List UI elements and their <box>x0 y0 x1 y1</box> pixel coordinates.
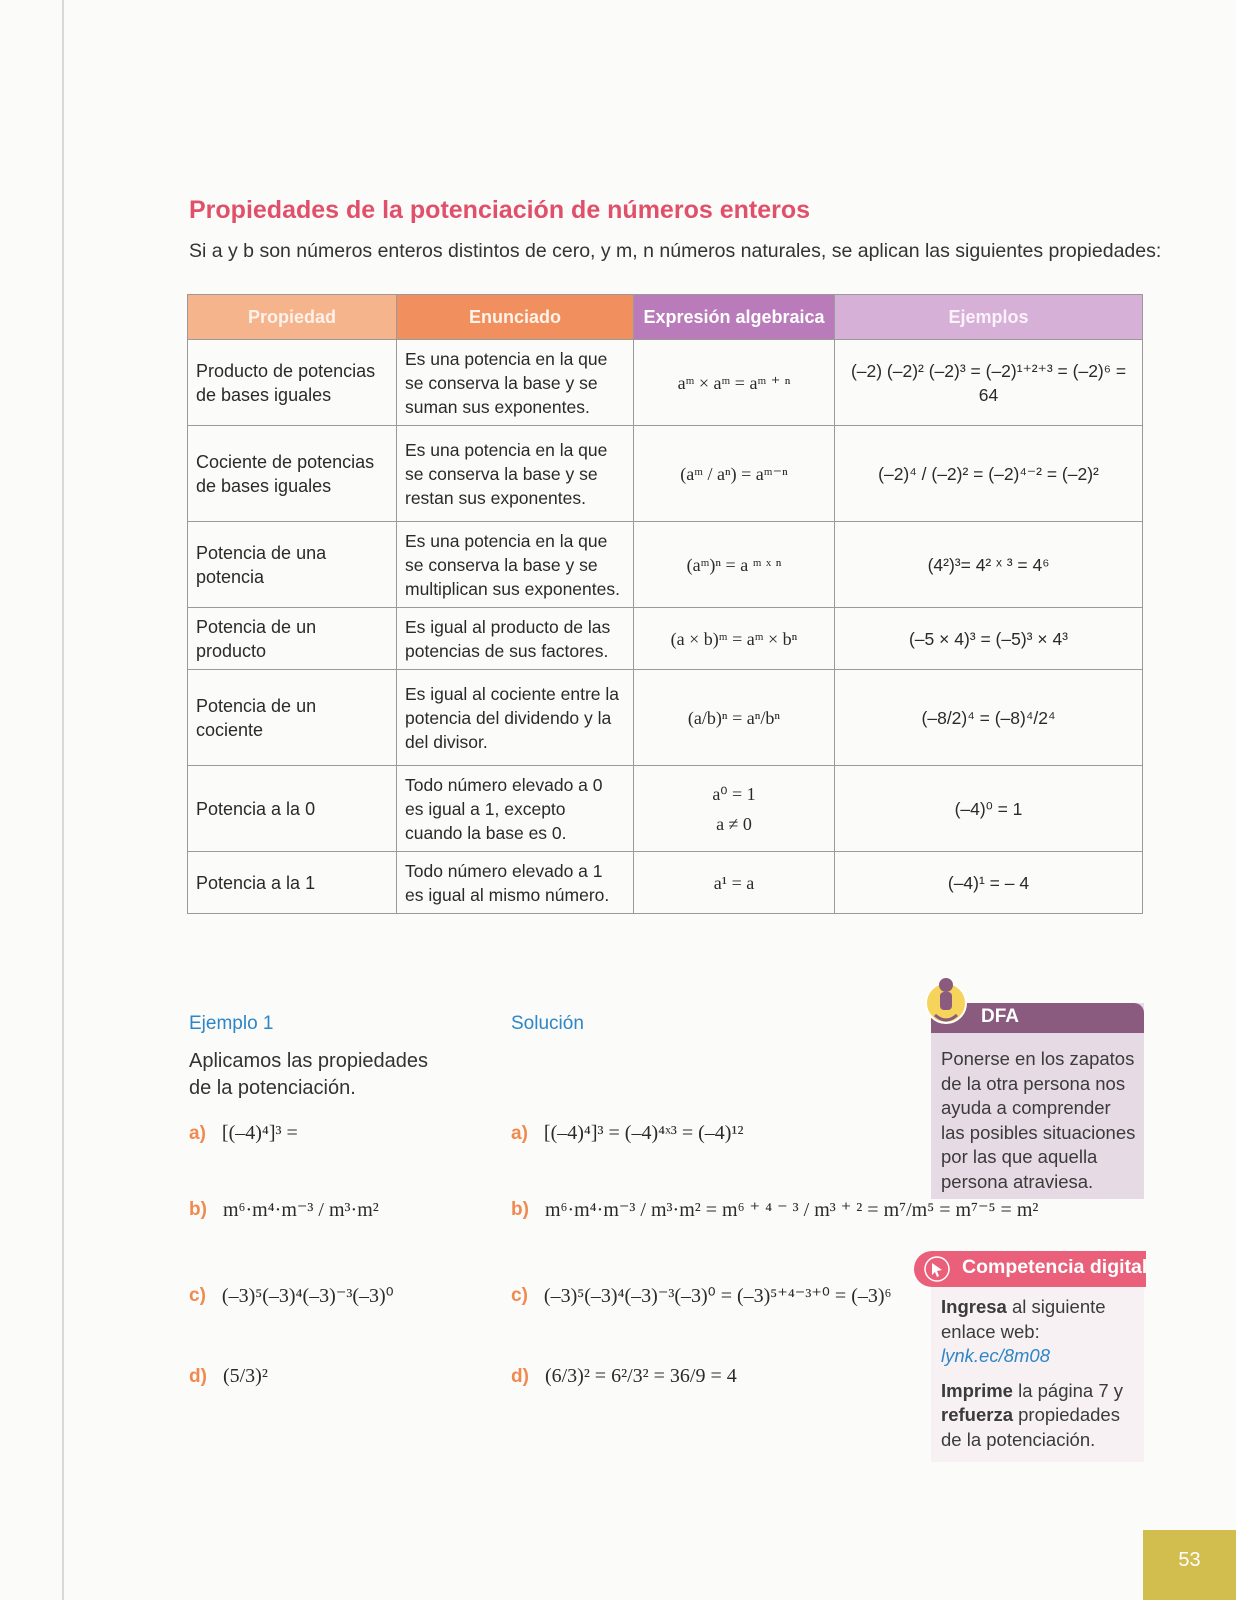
page-title: Propiedades de la potenciación de números enteros <box>189 196 810 224</box>
cell-ejemplo: (–5 × 4)³ = (–5)³ × 4³ <box>835 608 1143 670</box>
cell-ejemplo: (–8/2)⁴ = (–8)⁴/2⁴ <box>835 670 1143 766</box>
person-icon <box>923 975 969 1027</box>
imprime-rest: la página 7 y <box>1012 1379 1124 1401</box>
problem-expression: (–3)⁵(–3)⁴(–3)⁻³(–3)⁰ <box>221 1285 394 1307</box>
cell-enunciado: Todo número elevado a 0 es igual a 1, excepto cuando la base es 0. <box>397 766 634 852</box>
solution-expression: (–3)⁵(–3)⁴(–3)⁻³(–3)⁰ = (–3)⁵⁺⁴⁻³⁺⁰ = (–3)⁶ <box>543 1285 892 1307</box>
refuerza-rest: propiedades de la potenciación. <box>941 1404 1120 1450</box>
web-link[interactable]: lynk.ec/8m08 <box>941 1345 1050 1366</box>
table-row <box>188 608 1143 670</box>
example-intro: Aplicamos las propiedades de la potenciación. <box>189 1050 429 1099</box>
properties-table <box>187 294 1143 914</box>
cell-ejemplo: (–4)⁰ = 1 <box>835 766 1143 852</box>
cell-expresion: (aᵐ)ⁿ = a ᵐ ˣ ⁿ <box>634 522 835 608</box>
dfa-text: Ponerse en los zapatos de la otra persona nos ayuda a comprender las posibles situaciones por las que aquella persona atraviesa. <box>941 1048 1136 1192</box>
solution-c <box>511 1283 892 1308</box>
item-label: a) <box>511 1122 528 1144</box>
item-label: b) <box>511 1198 529 1220</box>
problem-expression: m⁶·m⁴·m⁻³ / m³·m² <box>222 1199 379 1221</box>
header-expresion: Expresión algebraica <box>634 295 835 340</box>
competencia-line-ingresa <box>941 1295 1141 1344</box>
dfa-title: DFA <box>981 1006 1019 1027</box>
solution-expression: (6/3)² = 6²/3² = 36/9 = 4 <box>544 1365 737 1387</box>
cell-expresion: a¹ = a <box>634 852 835 914</box>
cell-ejemplo: (–4)¹ = – 4 <box>835 852 1143 914</box>
solution-a <box>511 1122 743 1145</box>
header-propiedad: Propiedad <box>188 295 397 340</box>
solution-d <box>511 1365 737 1388</box>
refuerza-word: refuerza <box>941 1404 1013 1425</box>
cell-expresion: (aᵐ / aⁿ) = aᵐ⁻ⁿ <box>634 426 835 522</box>
imprime-word: Imprime <box>941 1379 1013 1401</box>
item-label: c) <box>511 1284 528 1306</box>
problem-a <box>189 1122 298 1145</box>
ingresa-rest: al siguiente enlace web: <box>941 1296 1106 1342</box>
table-row <box>188 340 1143 426</box>
cell-propiedad: Cociente de potencias de bases iguales <box>188 426 397 522</box>
cursor-icon <box>924 1256 950 1282</box>
cell-enunciado: Todo número elevado a 1 es igual al mismo número. <box>397 852 634 914</box>
competencia-title: Competencia digital <box>962 1256 1148 1278</box>
problem-expression: [(–4)⁴]³ = <box>221 1122 298 1144</box>
problem-d <box>189 1365 268 1388</box>
header-ejemplos: Ejemplos <box>835 295 1143 340</box>
cell-ejemplo: (–2)⁴ / (–2)² = (–2)⁴⁻² = (–2)² <box>835 426 1143 522</box>
cell-expresion: (a × b)ᵐ = aᵐ × bⁿ <box>634 608 835 670</box>
cell-enunciado: Es una potencia en la que se conserva la base y se suman sus exponentes. <box>397 340 634 426</box>
page-number: 53 <box>1143 1530 1236 1600</box>
item-label: c) <box>189 1284 206 1306</box>
problem-expression: (5/3)² <box>222 1365 268 1387</box>
solution-label: Solución <box>511 1013 584 1034</box>
item-label: b) <box>189 1198 207 1220</box>
table-row <box>188 670 1143 766</box>
table-header-row <box>188 295 1143 340</box>
expresion-line-1: a⁰ = 1 <box>712 783 756 804</box>
table-row <box>188 426 1143 522</box>
competencia-line-imprime <box>941 1379 1141 1453</box>
example-label: Ejemplo 1 <box>189 1013 274 1034</box>
table-row <box>188 766 1143 852</box>
expresion-line-2: a ≠ 0 <box>716 813 752 834</box>
problem-b <box>189 1197 379 1222</box>
cell-enunciado: Es igual al cociente entre la potencia del dividendo y la del divisor. <box>397 670 634 766</box>
competencia-text <box>941 1295 1141 1452</box>
cell-expresion <box>634 766 835 852</box>
cell-propiedad: Potencia de una potencia <box>188 522 397 608</box>
binding-line <box>62 0 64 1600</box>
solution-b <box>511 1197 1038 1222</box>
solution-expression: m⁶·m⁴·m⁻³ / m³·m² = m⁶ ⁺ ⁴ ⁻ ³ / m³ ⁺ ² = m⁷/m⁵ = m⁷⁻⁵ = m² <box>544 1199 1039 1221</box>
cell-expresion: aᵐ × aᵐ = aᵐ ⁺ ⁿ <box>634 340 835 426</box>
solution-expression: [(–4)⁴]³ = (–4)⁴ˣ³ = (–4)¹² <box>543 1122 744 1144</box>
cell-propiedad: Potencia de un cociente <box>188 670 397 766</box>
problem-c <box>189 1283 394 1308</box>
cell-propiedad: Producto de potencias de bases iguales <box>188 340 397 426</box>
cell-enunciado: Es una potencia en la que se conserva la base y se restan sus exponentes. <box>397 426 634 522</box>
header-enunciado: Enunciado <box>397 295 634 340</box>
table-row <box>188 852 1143 914</box>
ingresa-word: Ingresa <box>941 1296 1007 1317</box>
cell-enunciado: Es una potencia en la que se conserva la base y se multiplican sus exponentes. <box>397 522 634 608</box>
cell-propiedad: Potencia a la 1 <box>188 852 397 914</box>
table-row <box>188 522 1143 608</box>
cell-expresion: (a/b)ⁿ = aⁿ/bⁿ <box>634 670 835 766</box>
cell-ejemplo: (–2) (–2)² (–2)³ = (–2)¹⁺²⁺³ = (–2)⁶ = 64 <box>835 340 1143 426</box>
item-label: d) <box>189 1365 207 1387</box>
cell-enunciado: Es igual al producto de las potencias de sus factores. <box>397 608 634 670</box>
intro-text: Si a y b son números enteros distintos de cero, y m, n números naturales, se aplican las siguientes propiedades: <box>189 240 1162 262</box>
cell-propiedad: Potencia a la 0 <box>188 766 397 852</box>
item-label: d) <box>511 1365 529 1387</box>
cell-propiedad: Potencia de un producto <box>188 608 397 670</box>
item-label: a) <box>189 1122 206 1144</box>
cell-ejemplo: (4²)³= 4² ˣ ³ = 4⁶ <box>835 522 1143 608</box>
